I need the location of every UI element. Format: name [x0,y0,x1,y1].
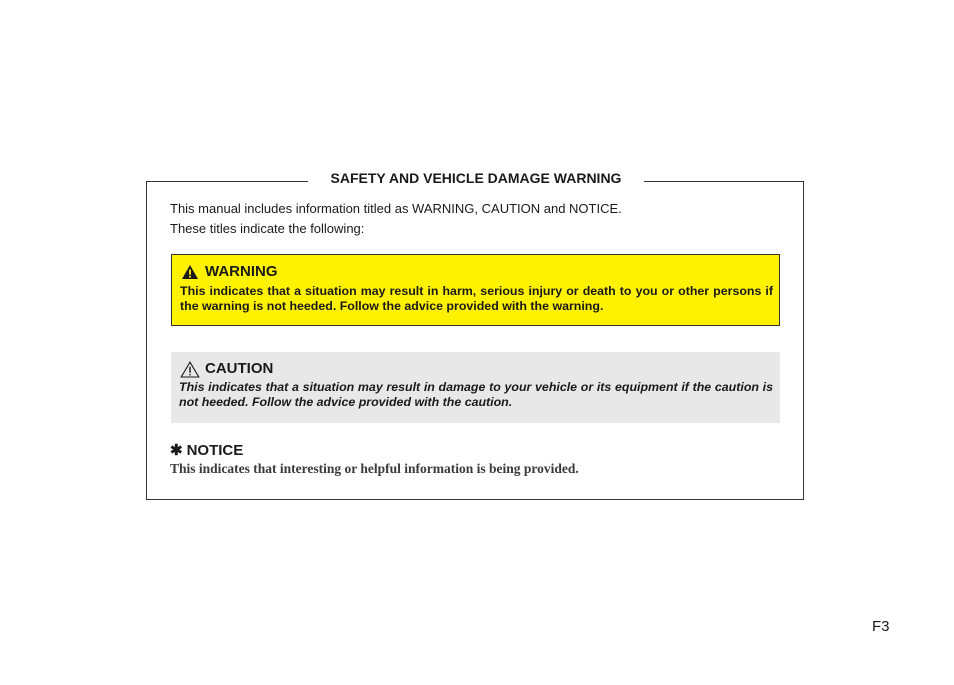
notice-text: This indicates that interesting or helpful information is being provided. [170,461,579,476]
intro-line-1: This manual includes information titled as WARNING, CAUTION and NOTICE. [170,201,622,216]
warning-box [171,254,780,326]
page-number: F3 [872,618,890,635]
warning-triangle-filled-icon [181,264,199,280]
intro-line-2: These titles indicate the following: [170,221,365,236]
asterisk-icon: ✱ [170,442,183,459]
caution-heading [180,360,273,378]
notice-label: NOTICE [186,442,244,459]
warning-heading [181,263,278,281]
caution-triangle-outline-icon [180,361,200,378]
warning-label: WARNING [205,263,278,280]
section-title: SAFETY AND VEHICLE DAMAGE WARNING [308,169,644,187]
caution-label: CAUTION [205,360,274,377]
warning-text: This indicates that a situation may result in harm, serious injury or death to you or other persons if the warning is not heeded. Follow the advice provided with the warning. [180,284,773,313]
caution-text: This indicates that a situation may result in damage to your vehicle or its equipment if the caution is not heeded. Follow the advice provided with the caution. [179,380,773,409]
caution-box [171,352,780,423]
notice-heading [170,442,243,460]
